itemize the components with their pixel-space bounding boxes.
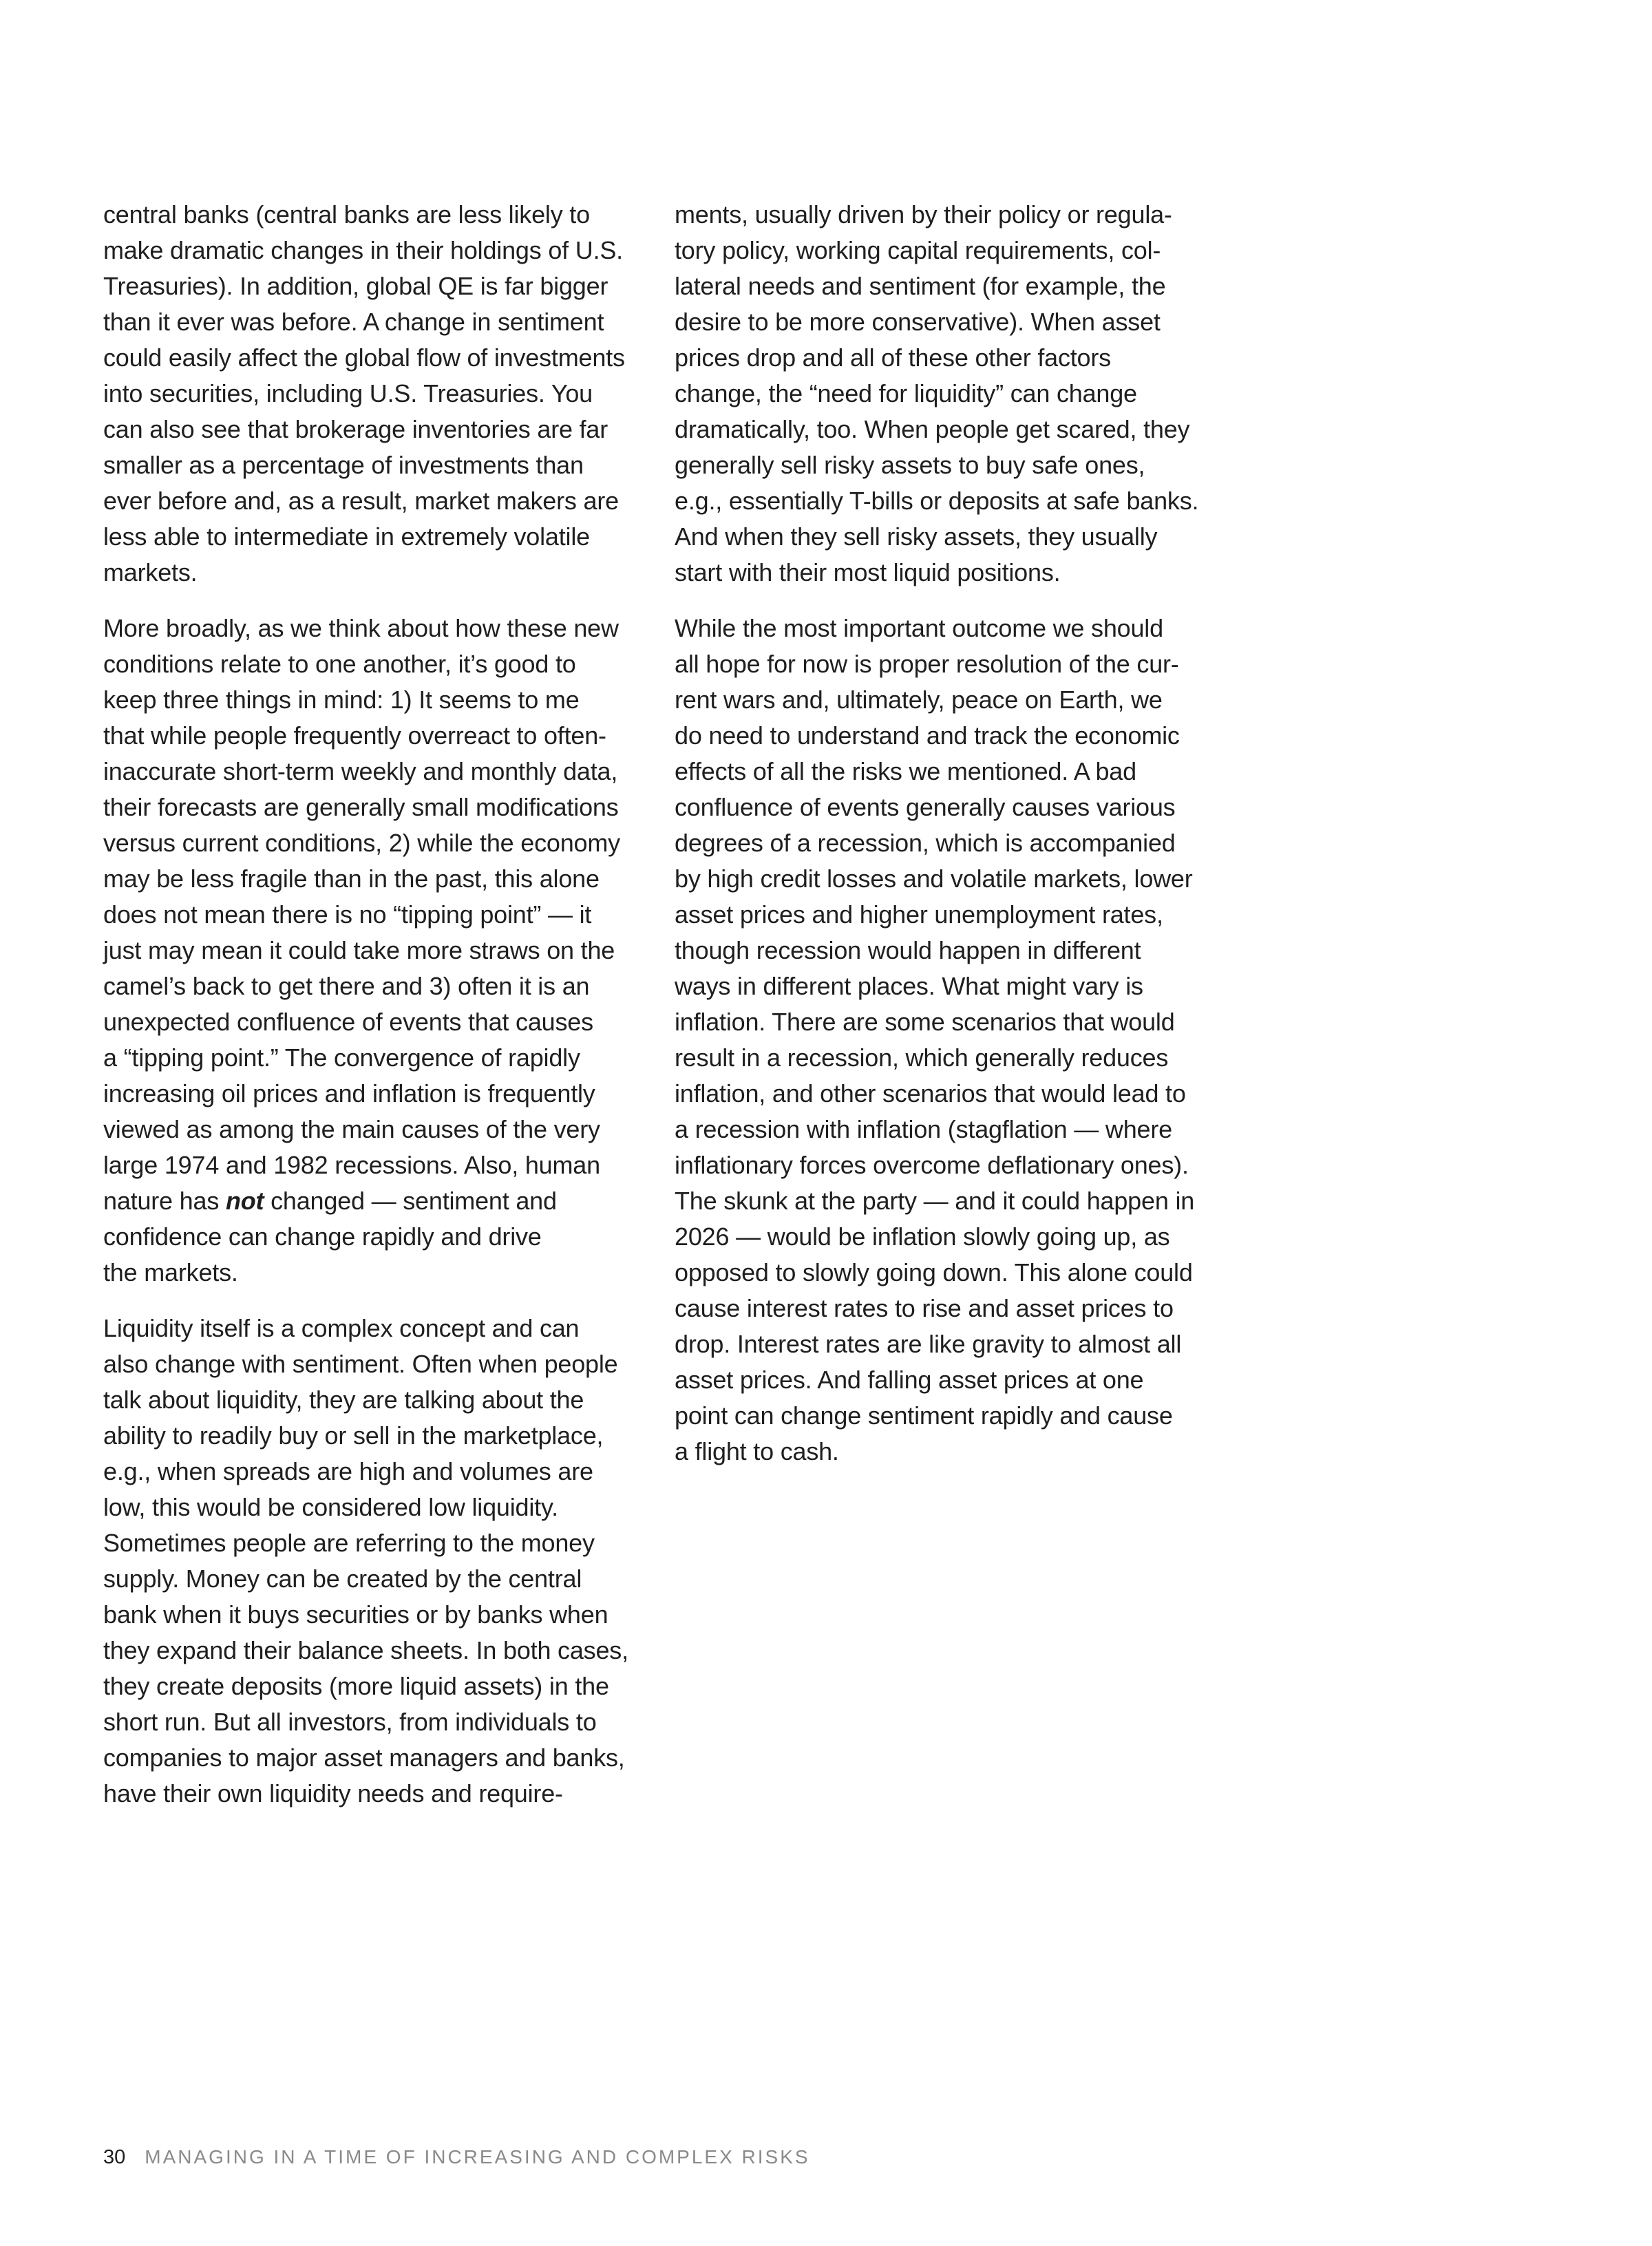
text-line: conditions relate to one another, it’s good to: [103, 650, 576, 678]
text-line-with-emphasis: [103, 1183, 647, 1219]
text-line: point can change sentiment rapidly and cause: [675, 1401, 1173, 1430]
text-line: asset prices and higher unemployment rates,: [675, 900, 1163, 929]
paragraph-2: [103, 611, 647, 1291]
text-line: also change with sentiment. Often when people: [103, 1350, 618, 1378]
text-line: ever before and, as a result, market makers are: [103, 487, 619, 515]
text-line: start with their most liquid positions.: [675, 558, 1061, 586]
text-line: ability to readily buy or sell in the marketplace,: [103, 1421, 604, 1450]
text-line: e.g., essentially T-bills or deposits at safe banks.: [675, 487, 1199, 515]
text-line: just may mean it could take more straws on the: [103, 936, 615, 964]
text-line: The skunk at the party — and it could happen in: [675, 1187, 1195, 1215]
text-line: though recession would happen in different: [675, 936, 1141, 964]
text-line: they expand their balance sheets. In both cases,: [103, 1636, 628, 1664]
page-footer: [103, 2146, 810, 2174]
paragraph-3: [103, 1311, 647, 1812]
paragraph-5: [675, 611, 1211, 1470]
text-line: central banks (central banks are less likely to: [103, 200, 590, 229]
left-column: [103, 197, 647, 1832]
text-line: into securities, including U.S. Treasuries. You: [103, 379, 593, 407]
text-line: markets.: [103, 558, 198, 586]
text-line: inaccurate short-term weekly and monthly data,: [103, 757, 618, 785]
text-line: a “tipping point.” The convergence of rapidly: [103, 1043, 580, 1072]
text-line: camel’s back to get there and 3) often it is an: [103, 972, 590, 1000]
text-line: desire to be more conservative). When asset: [675, 308, 1161, 336]
text-line: make dramatic changes in their holdings of U.S.: [103, 236, 623, 264]
text-line: all hope for now is proper resolution of the cur-: [675, 650, 1179, 678]
text-line: do need to understand and track the economic: [675, 721, 1180, 750]
text-line: ments, usually driven by their policy or regula-: [675, 200, 1172, 229]
text-line: cause interest rates to rise and asset prices to: [675, 1294, 1174, 1322]
text-line: have their own liquidity needs and require-: [103, 1779, 563, 1808]
text-line: does not mean there is no “tipping point” — it: [103, 900, 592, 929]
text-run: nature has: [103, 1187, 226, 1215]
text-line: they create deposits (more liquid assets) in the: [103, 1672, 609, 1700]
text-line: opposed to slowly going down. This alone could: [675, 1258, 1193, 1286]
text-line: rent wars and, ultimately, peace on Earth, we: [675, 686, 1163, 714]
text-line: confluence of events generally causes various: [675, 793, 1176, 821]
text-line: ways in different places. What might vary is: [675, 972, 1143, 1000]
running-title: MANAGING IN A TIME OF INCREASING AND COMPLEX RISKS: [145, 2146, 810, 2168]
paragraph-4: [675, 197, 1211, 591]
text-line: large 1974 and 1982 recessions. Also, human: [103, 1151, 600, 1179]
text-line: inflationary forces overcome deflationary ones).: [675, 1151, 1189, 1179]
text-line: result in a recession, which generally reduces: [675, 1043, 1169, 1072]
text-line: 2026 — would be inflation slowly going up, as: [675, 1222, 1170, 1251]
text-line: effects of all the risks we mentioned. A bad: [675, 757, 1136, 785]
text-line: companies to major asset managers and banks,: [103, 1744, 625, 1772]
text-line: More broadly, as we think about how these new: [103, 614, 619, 642]
text-line: keep three things in mind: 1) It seems to me: [103, 686, 580, 714]
text-line: prices drop and all of these other factors: [675, 343, 1111, 372]
text-line: talk about liquidity, they are talking about the: [103, 1386, 584, 1414]
text-line: the markets.: [103, 1258, 238, 1286]
text-line: that while people frequently overreact to often-: [103, 721, 606, 750]
paragraph-1: [103, 197, 647, 591]
text-line: inflation, and other scenarios that would lead to: [675, 1079, 1186, 1108]
text-line: degrees of a recession, which is accompanied: [675, 829, 1176, 857]
text-line: increasing oil prices and inflation is frequently: [103, 1079, 595, 1108]
text-line: their forecasts are generally small modifications: [103, 793, 619, 821]
text-line: supply. Money can be created by the central: [103, 1565, 582, 1593]
text-line: a recession with inflation (stagflation — where: [675, 1115, 1172, 1143]
text-line: could easily affect the global flow of investments: [103, 343, 625, 372]
text-line: dramatically, too. When people get scared, they: [675, 415, 1190, 443]
text-line: Treasuries). In addition, global QE is far bigger: [103, 272, 608, 300]
text-line: unexpected confluence of events that causes: [103, 1008, 593, 1036]
right-column: [675, 197, 1211, 1490]
text-line: lateral needs and sentiment (for example, the: [675, 272, 1166, 300]
text-run: changed — sentiment and: [264, 1187, 557, 1215]
text-line: And when they sell risky assets, they usually: [675, 522, 1158, 551]
text-line: a flight to cash.: [675, 1437, 839, 1465]
text-line: versus current conditions, 2) while the economy: [103, 829, 620, 857]
text-line: smaller as a percentage of investments than: [103, 451, 584, 479]
text-line: low, this would be considered low liquidity.: [103, 1493, 558, 1521]
text-line: viewed as among the main causes of the very: [103, 1115, 600, 1143]
text-line: drop. Interest rates are like gravity to almost all: [675, 1330, 1182, 1358]
text-line: tory policy, working capital requirements, col-: [675, 236, 1161, 264]
text-line: e.g., when spreads are high and volumes are: [103, 1457, 593, 1485]
emphasis-text: not: [225, 1187, 264, 1215]
text-line: by high credit losses and volatile markets, lower: [675, 865, 1193, 893]
page-number: 30: [103, 2146, 126, 2168]
text-line: bank when it buys securities or by banks when: [103, 1600, 608, 1629]
text-line: Liquidity itself is a complex concept and can: [103, 1314, 580, 1342]
text-line: Sometimes people are referring to the money: [103, 1529, 595, 1557]
text-line: inflation. There are some scenarios that would: [675, 1008, 1175, 1036]
text-line: confidence can change rapidly and drive: [103, 1222, 542, 1251]
text-line: While the most important outcome we should: [675, 614, 1163, 642]
text-line: change, the “need for liquidity” can change: [675, 379, 1137, 407]
text-line: asset prices. And falling asset prices at one: [675, 1366, 1144, 1394]
text-line: than it ever was before. A change in sentiment: [103, 308, 604, 336]
text-line: generally sell risky assets to buy safe ones,: [675, 451, 1145, 479]
text-line: may be less fragile than in the past, this alone: [103, 865, 600, 893]
text-line: less able to intermediate in extremely volatile: [103, 522, 590, 551]
text-line: can also see that brokerage inventories are far: [103, 415, 608, 443]
text-line: short run. But all investors, from individuals to: [103, 1708, 597, 1736]
